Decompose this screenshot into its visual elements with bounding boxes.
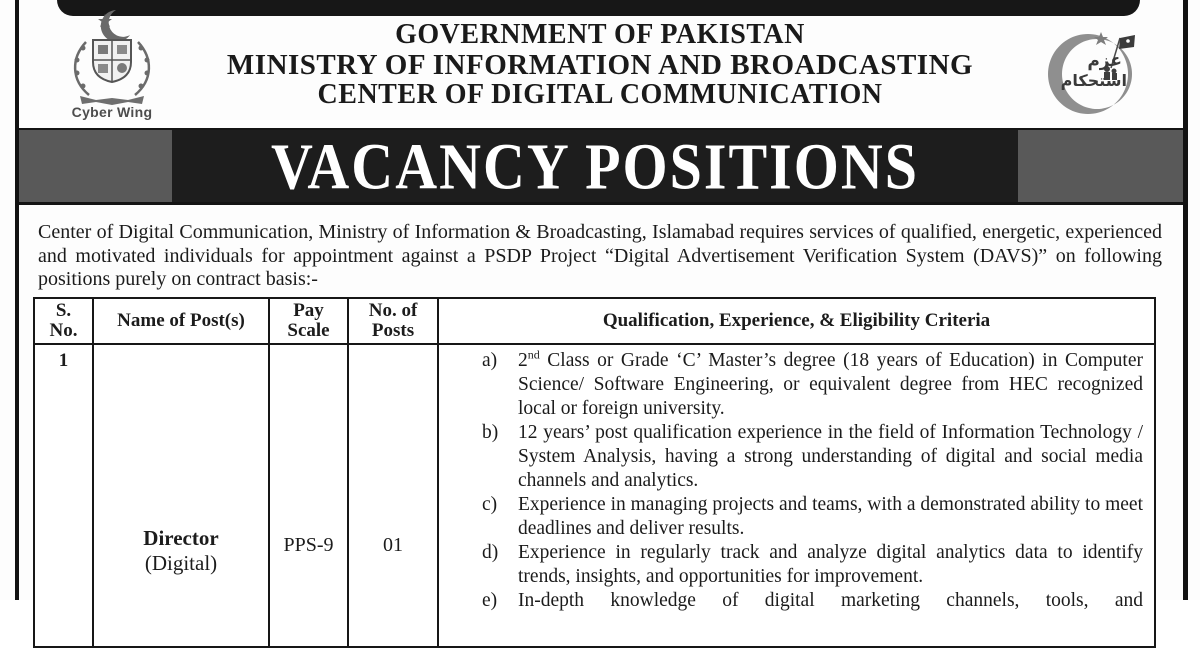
- header-cell-sno: [35, 299, 94, 343]
- no-of-posts-value: 01: [383, 534, 403, 556]
- header-cell-line: Scale: [287, 320, 330, 341]
- table-row: [35, 345, 1154, 646]
- header-cell-post-name: [94, 299, 270, 343]
- header-line-ministry: MINISTRY OF INFORMATION AND BROADCASTING: [226, 49, 974, 81]
- header-cell-line: Qualification, Experience, & Eligibility Criteria: [602, 310, 991, 331]
- header-cell-line: No.: [49, 320, 78, 341]
- vacancy-table: [33, 297, 1156, 648]
- header-cell-line: Pay: [293, 300, 324, 321]
- vacancy-banner-title: VACANCY POSITIONS: [271, 128, 919, 204]
- page-border-left: [15, 0, 19, 600]
- cell-pay-scale: [270, 345, 349, 646]
- criteria-item-label: c): [482, 494, 498, 515]
- pakistan-emblem-icon: [56, 8, 168, 104]
- page-border-right: [1183, 0, 1188, 600]
- vacancy-banner-band: [19, 128, 1183, 205]
- criteria-item-text: Experience in regularly track and analyze digital analytics data to identify trends, insights, and opportunities for improvement.: [518, 542, 1143, 587]
- header-cell-pay-scale: [270, 299, 349, 343]
- star-icon: [1094, 32, 1108, 45]
- left-logo-caption: Cyber Wing: [71, 104, 153, 120]
- logo-text-top: عزم: [1087, 51, 1122, 71]
- header-cell-line: No. of: [368, 300, 418, 321]
- header-line-government: GOVERNMENT OF PAKISTAN: [395, 19, 805, 50]
- post-name: Director: [143, 526, 219, 550]
- intro-paragraph: Center of Digital Communication, Ministry of Information & Broadcasting, Islamabad requires services of qualified, energetic, experienced and motivated individuals for appointment against a PSDP Project “Digital Advertisement Verification System (DAVS)” on following positions purely on contract basis:-: [38, 221, 1162, 290]
- azm-e-istehkam-icon: [1048, 24, 1142, 124]
- pay-scale-value: PPS-9: [283, 534, 334, 556]
- criteria-item: [482, 541, 1143, 589]
- criteria-item-text: Experience in managing projects and teams, with a demonstrated ability to meet deadlines and deliver results.: [518, 494, 1143, 539]
- header-cell-criteria: [439, 299, 1154, 343]
- cell-post-name: [94, 345, 270, 646]
- header-cell-line: Name of Post(s): [117, 310, 245, 331]
- cell-criteria-list: [439, 345, 1154, 646]
- criteria-item-label: b): [482, 422, 499, 443]
- criteria-item-label: d): [482, 542, 499, 563]
- logo-text-bottom: استحكام: [1060, 71, 1127, 90]
- header-cell-line: S.: [55, 300, 72, 321]
- criteria-item-text: 2nd Class or Grade ‘C’ Master’s degree (18 years of Education) in Computer Science/ Software Engineering, or equivalent degree from HEC recognized local or foreign university.: [518, 347, 1143, 419]
- post-name-sub: (Digital): [144, 551, 218, 575]
- header-cell-line: Posts: [371, 320, 415, 341]
- header-titles: [170, 20, 1030, 110]
- criteria-item: [482, 493, 1143, 541]
- header-cell-no-of-posts: [349, 299, 439, 343]
- criteria-item-text: In-depth knowledge of digital marketing channels, tools, and: [518, 590, 1143, 611]
- criteria-item-text: 12 years’ post qualification experience in the field of Information Technology / System Analysis, having a strong understanding of digital and social media channels and analytics.: [518, 422, 1143, 491]
- criteria-item: [482, 589, 1143, 613]
- vacancy-banner-box: [172, 130, 1018, 202]
- criteria-item: [482, 421, 1143, 493]
- cell-serial-number: 1: [35, 345, 94, 646]
- cell-no-of-posts: [349, 345, 439, 646]
- criteria-item-label: e): [482, 590, 498, 611]
- criteria-item-label: a): [482, 350, 498, 371]
- table-header-row: [35, 299, 1154, 345]
- criteria-item: [482, 349, 1143, 421]
- header-line-center: CENTER OF DIGITAL COMMUNICATION: [317, 79, 883, 110]
- top-black-bar: [57, 0, 1140, 16]
